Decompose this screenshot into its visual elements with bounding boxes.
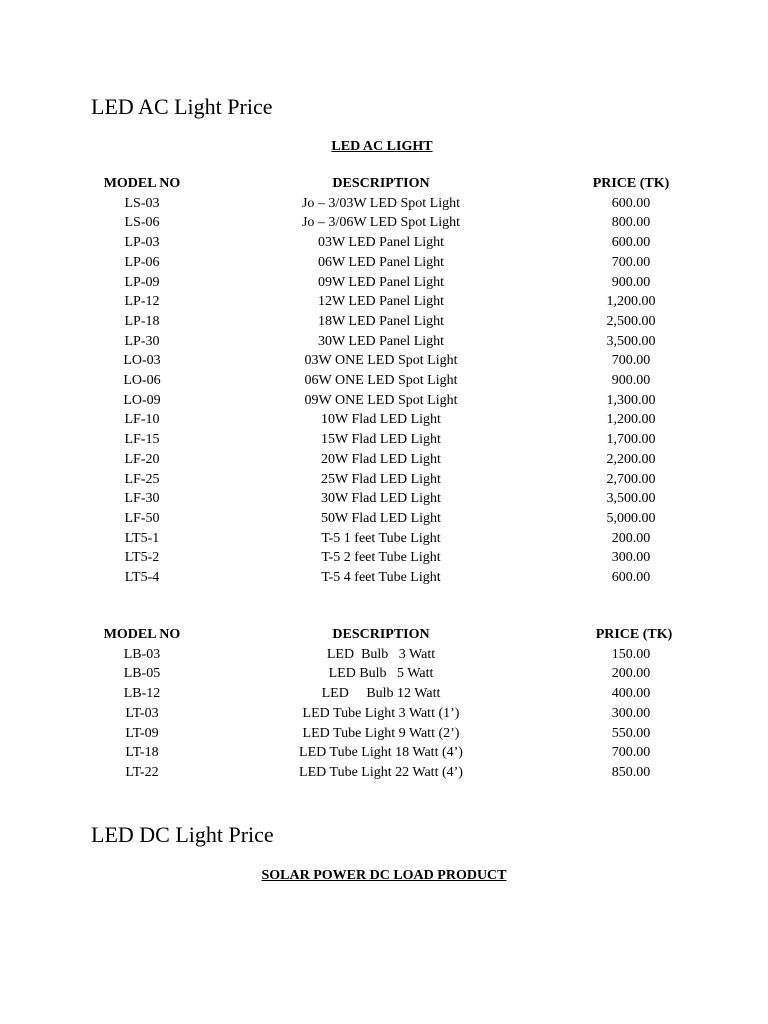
dc-table-caption: SOLAR POWER DC LOAD PRODUCT bbox=[261, 868, 507, 883]
cell-description: LED Tube Light 18 Watt (4’) bbox=[299, 745, 463, 761]
cell-description: T-5 2 feet Tube Light bbox=[321, 550, 441, 566]
cell-description: 06W ONE LED Spot Light bbox=[304, 373, 458, 388]
cell-price: 1,200.00 bbox=[606, 412, 656, 428]
cell-description: 12W LED Panel Light bbox=[317, 294, 445, 310]
cell-model-no: LT5-4 bbox=[124, 570, 160, 585]
cell-price: 5,000.00 bbox=[606, 510, 656, 526]
cell-description: 15W Flad LED Light bbox=[321, 432, 441, 448]
table-row bbox=[0, 664, 768, 684]
table-row bbox=[0, 470, 768, 490]
cell-description: 06W LED Panel Light bbox=[317, 254, 445, 270]
table-row bbox=[0, 509, 768, 529]
cell-price: 900.00 bbox=[611, 373, 651, 388]
cell-description: 30W LED Panel Light bbox=[317, 333, 445, 349]
cell-price: 200.00 bbox=[611, 666, 651, 682]
cell-model-no: LT5-1 bbox=[124, 530, 160, 546]
table-header-row bbox=[0, 625, 768, 645]
cell-model-no: LF-50 bbox=[124, 510, 160, 526]
cell-model-no: LF-25 bbox=[124, 471, 160, 487]
table-row bbox=[0, 548, 768, 568]
cell-price: 700.00 bbox=[611, 745, 651, 761]
table-row bbox=[0, 724, 768, 744]
cell-description: 03W ONE LED Spot Light bbox=[304, 353, 458, 369]
cell-model-no: LF-10 bbox=[124, 412, 160, 428]
cell-model-no: LS-06 bbox=[124, 215, 160, 231]
cell-description: Jo – 3/03W LED Spot Light bbox=[301, 195, 461, 211]
cell-model-no: LT-09 bbox=[125, 725, 159, 741]
header-price: PRICE (TK) bbox=[592, 176, 670, 191]
table-row bbox=[0, 194, 768, 214]
table-row bbox=[0, 273, 768, 293]
table-row bbox=[0, 743, 768, 763]
cell-description: 20W Flad LED Light bbox=[321, 451, 441, 467]
table-row bbox=[0, 489, 768, 509]
cell-description: 03W LED Panel Light bbox=[317, 235, 445, 251]
cell-price: 600.00 bbox=[611, 570, 651, 585]
cell-model-no: LB-05 bbox=[123, 666, 161, 682]
cell-price: 2,700.00 bbox=[606, 471, 656, 487]
header-model-no: MODEL NO bbox=[103, 627, 181, 642]
table-row bbox=[0, 704, 768, 724]
cell-price: 2,500.00 bbox=[606, 313, 656, 329]
cell-model-no: LP-06 bbox=[124, 254, 160, 270]
cell-model-no: LS-03 bbox=[124, 195, 160, 211]
cell-price: 800.00 bbox=[611, 215, 651, 231]
table-row bbox=[0, 332, 768, 352]
table-row bbox=[0, 529, 768, 549]
cell-description: 30W Flad LED Light bbox=[321, 491, 441, 507]
table-row bbox=[0, 763, 768, 783]
cell-price: 600.00 bbox=[611, 195, 651, 211]
cell-price: 200.00 bbox=[611, 530, 651, 546]
cell-model-no: LP-18 bbox=[124, 313, 160, 329]
cell-model-no: LO-09 bbox=[123, 392, 161, 408]
table-row bbox=[0, 351, 768, 371]
cell-price: 400.00 bbox=[611, 686, 651, 702]
cell-model-no: LP-03 bbox=[124, 235, 160, 251]
header-model-no: MODEL NO bbox=[103, 176, 181, 191]
cell-model-no: LP-30 bbox=[124, 333, 160, 349]
cell-model-no: LT-18 bbox=[125, 745, 159, 761]
table-row bbox=[0, 568, 768, 588]
table-row bbox=[0, 312, 768, 332]
table-row bbox=[0, 213, 768, 233]
cell-description: LED Bulb 12 Watt bbox=[321, 686, 441, 702]
table-row bbox=[0, 450, 768, 470]
cell-price: 300.00 bbox=[611, 550, 651, 566]
cell-description: T-5 1 feet Tube Light bbox=[321, 530, 441, 546]
cell-model-no: LF-15 bbox=[124, 432, 160, 448]
cell-price: 150.00 bbox=[611, 646, 651, 662]
cell-model-no: LP-12 bbox=[124, 294, 160, 310]
cell-price: 3,500.00 bbox=[606, 491, 656, 507]
ac-section-title: LED AC Light Price bbox=[91, 94, 273, 119]
table-row bbox=[0, 391, 768, 411]
cell-description: LED Tube Light 9 Watt (2’) bbox=[302, 725, 460, 741]
cell-description: 09W ONE LED Spot Light bbox=[304, 392, 458, 408]
cell-model-no: LB-12 bbox=[123, 686, 161, 702]
cell-model-no: LT5-2 bbox=[124, 550, 160, 566]
header-price: PRICE (TK) bbox=[595, 627, 673, 642]
cell-model-no: LF-30 bbox=[124, 491, 160, 507]
table-row bbox=[0, 430, 768, 450]
cell-price: 1,200.00 bbox=[606, 294, 656, 310]
cell-model-no: LO-03 bbox=[123, 353, 161, 369]
cell-description: 10W Flad LED Light bbox=[321, 412, 441, 428]
table-row bbox=[0, 371, 768, 391]
cell-price: 700.00 bbox=[611, 254, 651, 270]
cell-description: LED Tube Light 3 Watt (1’) bbox=[302, 705, 460, 721]
cell-price: 2,200.00 bbox=[606, 451, 656, 467]
cell-description: 50W Flad LED Light bbox=[321, 510, 441, 526]
cell-price: 1,300.00 bbox=[606, 392, 656, 408]
cell-price: 850.00 bbox=[611, 764, 651, 780]
cell-price: 900.00 bbox=[611, 274, 651, 290]
ac-table-caption: LED AC LIGHT bbox=[331, 139, 433, 154]
cell-model-no: LT-03 bbox=[125, 705, 159, 721]
table-row bbox=[0, 253, 768, 273]
cell-description: 09W LED Panel Light bbox=[317, 274, 445, 290]
header-description: DESCRIPTION bbox=[332, 176, 430, 191]
cell-description: 18W LED Panel Light bbox=[317, 313, 445, 329]
cell-description: T-5 4 feet Tube Light bbox=[321, 570, 441, 585]
cell-price: 700.00 bbox=[611, 353, 651, 369]
cell-description: 25W Flad LED Light bbox=[321, 471, 441, 487]
cell-model-no: LT-22 bbox=[125, 764, 159, 780]
table-row bbox=[0, 410, 768, 430]
cell-price: 1,700.00 bbox=[606, 432, 656, 448]
table-row bbox=[0, 645, 768, 665]
cell-model-no: LF-20 bbox=[124, 451, 160, 467]
cell-model-no: LO-06 bbox=[123, 373, 161, 388]
cell-price: 3,500.00 bbox=[606, 333, 656, 349]
cell-price: 550.00 bbox=[611, 725, 651, 741]
header-description: DESCRIPTION bbox=[332, 627, 430, 642]
table-header-row bbox=[0, 174, 768, 194]
cell-model-no: LB-03 bbox=[123, 646, 161, 662]
cell-description: LED Tube Light 22 Watt (4’) bbox=[299, 764, 463, 780]
cell-description: Jo – 3/06W LED Spot Light bbox=[301, 215, 461, 231]
cell-model-no: LP-09 bbox=[124, 274, 160, 290]
dc-section-title: LED DC Light Price bbox=[91, 822, 274, 847]
cell-price: 300.00 bbox=[611, 705, 651, 721]
cell-description: LED Bulb 5 Watt bbox=[328, 666, 434, 682]
cell-price: 600.00 bbox=[611, 235, 651, 251]
table-row bbox=[0, 233, 768, 253]
table-row bbox=[0, 292, 768, 312]
cell-description: LED Bulb 3 Watt bbox=[326, 646, 436, 662]
table-row bbox=[0, 684, 768, 704]
